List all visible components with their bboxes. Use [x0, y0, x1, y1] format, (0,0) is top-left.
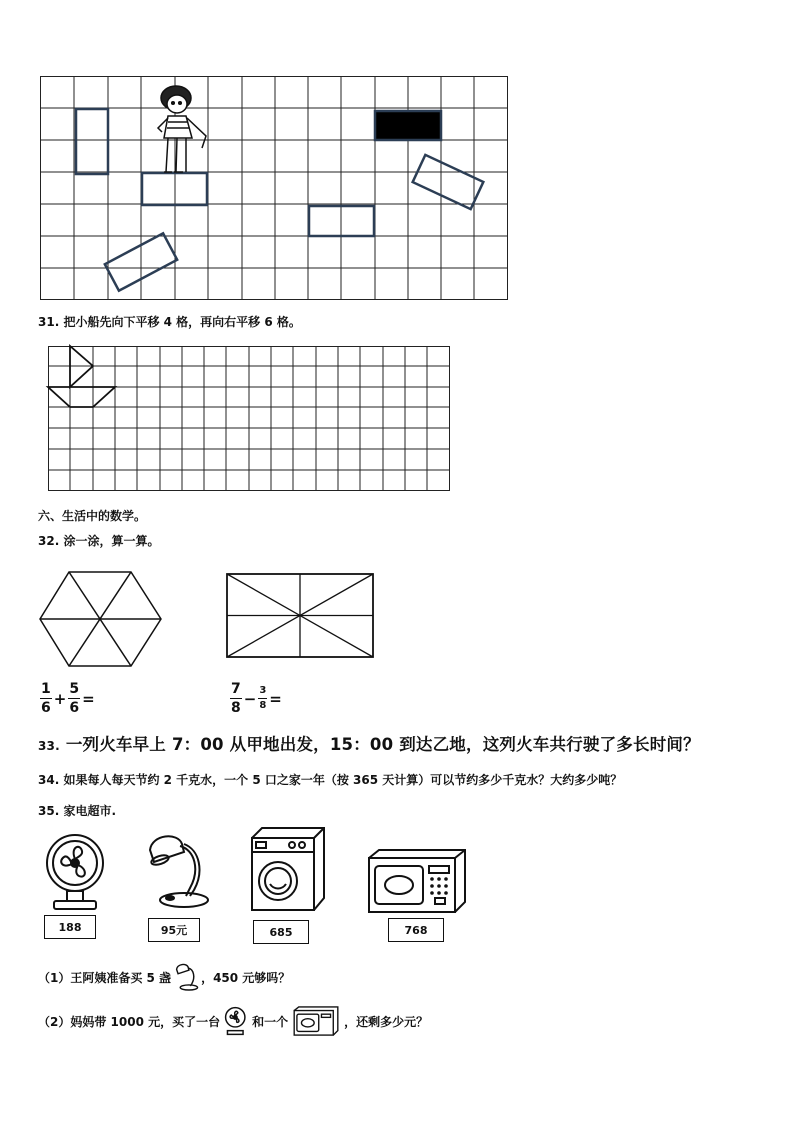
lamp-icon — [140, 830, 212, 912]
subquestion-text: ，还剩多少元？ — [344, 1014, 429, 1029]
question-number: 34. — [38, 773, 60, 787]
question-35-1 — [38, 962, 290, 992]
price-tag-microwave: 768 — [388, 918, 444, 942]
fraction-numerator: 1 — [41, 681, 51, 697]
question-text: 把小船先向下平移 4 格，再向右平移 6 格。 — [63, 315, 301, 329]
question-number: 32. — [38, 534, 60, 548]
microwave-icon — [291, 1006, 341, 1036]
boat-grid-figure — [48, 346, 453, 492]
fraction-expression-2 — [230, 682, 284, 715]
question-32 — [38, 532, 159, 549]
fraction-numerator: 3 — [259, 685, 267, 696]
price-tag-washer: 685 — [253, 920, 309, 944]
fan-icon — [42, 833, 112, 913]
question-text: 一列火车早上 7：00 从甲地出发，15：00 到达乙地，这列火车共行驶了多长时间？ — [65, 735, 700, 754]
shape-rectangles — [76, 109, 483, 291]
question-number: 31. — [38, 315, 60, 329]
fraction-denominator: 6 — [41, 700, 51, 716]
question-number: 33. — [38, 739, 60, 753]
question-text: 如果每人每天节约 2 千克水，一个 5 口之家一年（按 365 天计算）可以节约多少千克水？大约多少吨？ — [63, 773, 623, 787]
rectangle-eighths-figure — [226, 573, 376, 659]
question-text: 家电超市. — [63, 804, 117, 818]
question-33 — [38, 731, 700, 755]
subquestion-text: （1）王阿姨准备买 5 盏 — [38, 970, 172, 985]
fraction-numerator: 5 — [69, 681, 80, 697]
fan-icon — [223, 1005, 249, 1037]
operator: + — [53, 689, 67, 708]
lamp-icon — [173, 962, 199, 992]
section-6-title: 六、生活中的数学。 — [38, 509, 147, 523]
question-text: 涂一涂，算一算。 — [63, 534, 160, 548]
washing-machine-icon — [248, 826, 328, 912]
operator: − — [243, 689, 257, 708]
subquestion-text: ，450 元够吗？ — [201, 970, 291, 985]
microwave-icon — [365, 848, 469, 914]
hexagon-figure — [38, 570, 163, 670]
subquestion-text: 和一个 — [252, 1014, 289, 1029]
fraction-expression-1 — [40, 682, 97, 715]
subquestion-text: （2）妈妈带 1000 元，买了一台 — [38, 1014, 221, 1029]
question-35-2 — [38, 1005, 428, 1037]
translation-grid-figure — [40, 76, 510, 302]
question-31 — [38, 313, 301, 330]
question-number: 35. — [38, 804, 60, 818]
price-tag-lamp: 95元 — [148, 918, 200, 942]
person-icon — [158, 86, 206, 172]
fraction-denominator: 8 — [231, 700, 241, 716]
equals-sign: = — [269, 689, 282, 708]
fraction-denominator: 6 — [69, 700, 80, 716]
boat-icon — [48, 346, 115, 407]
question-35 — [38, 802, 116, 819]
price-tag-fan: 188 — [44, 915, 96, 939]
fraction-numerator: 7 — [231, 681, 241, 697]
equals-sign: = — [82, 689, 95, 708]
question-34 — [38, 771, 622, 788]
fraction-denominator: 8 — [259, 700, 267, 711]
